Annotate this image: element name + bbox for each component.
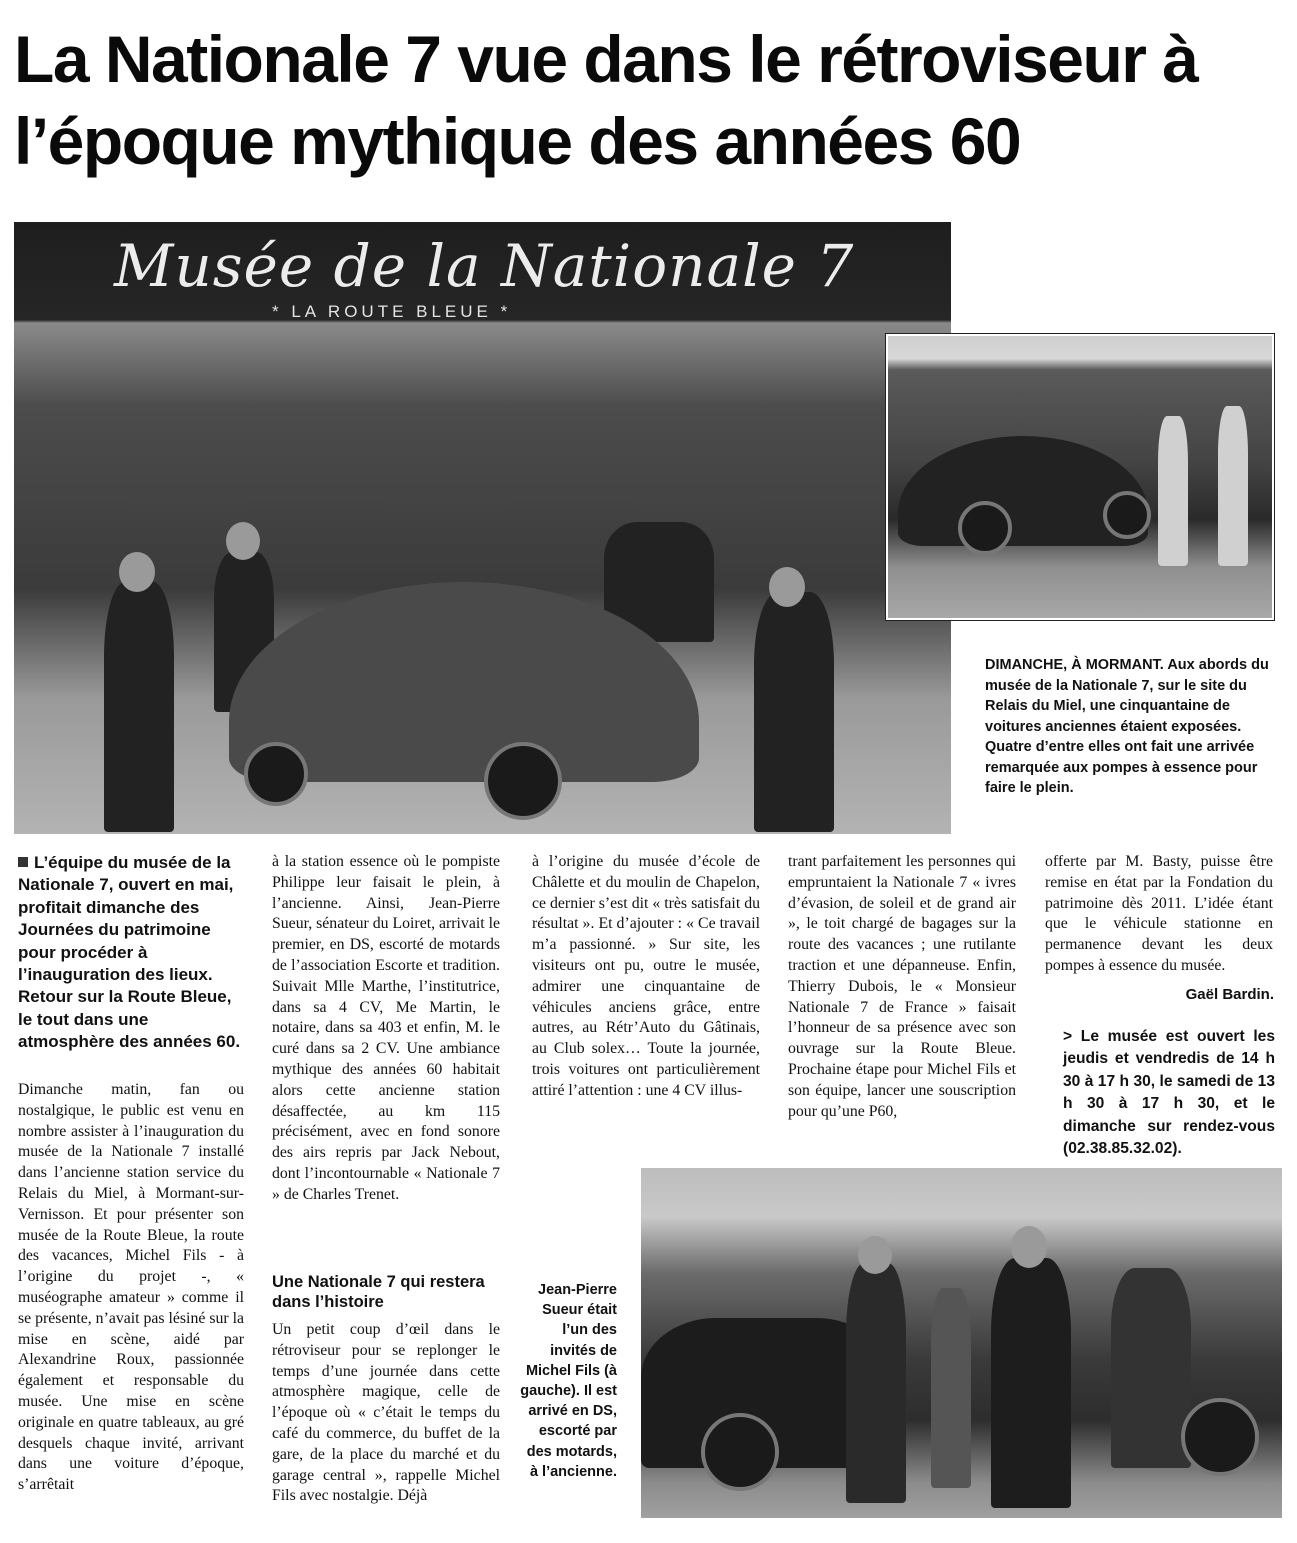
car-wheel [244, 742, 308, 806]
article-lede [18, 852, 248, 1054]
caption-text: Aux abords du musée de la Nationale 7, sur le site du Relais du Miel, une cinquantaine de voitures anciennes étaient exposées. Quatre d’entre elles ont fait une arrivée remarquée aux pompes à essence pour faire le plein. [985, 657, 1269, 796]
caption-lead: DIMANCHE, À MORMANT. [985, 657, 1164, 673]
lede-text: L’équipe du musée de la Nationale 7, ouvert en mai, profitait dimanche des Journées du patrimoine pour procéder à l’inauguration des lieux. Retour sur la Route Bleue, le tout dans une atmosphère des années 60. [18, 853, 241, 1052]
body-column-2: à la station essence où le pompiste Philippe leur faisait le plein, à l’ancienne. Ainsi, Jean-Pierre Sueur, sénateur du Loiret, arrivait le premier, en DS, escorté de motards de l’association Escorte et tradition. Suivait Mlle Marthe, l’institutrice, dans sa 4 CV, Me Martin, le notaire, dans sa 403 et enfin, M. le curé dans sa 2 CV. Une ambiance mythique des années 60 habitait alors cette ancienne station désaffectée, au km 115 précisément, avec en fond sonore des airs repris par Jack Nebout, dont l’incontournable « Nationale 7 » de Charles Trenet. [272, 853, 500, 1203]
museum-sign: Musée de la Nationale 7 [114, 232, 855, 300]
body-column-1: Dimanche matin, fan ou nostalgique, le public est venu en nombre assister à l’inauguration du musée de la Nationale 7 installé dans l’ancienne station service du Relais du Miel, à Mormant-sur-Vernisson. Et pour présenter son musée de la Route Bleue, la route des vacances, Michel Fils - à l’origine du projet -, « muséographe amateur » comme il se présente, n’avait pas lésiné sur la mise en scène, aidé par Alexandrine Roux, passionnée également et responsable du musée. Une mise en scène originale en quatre tableaux, au gré desquels chaque invité, arrivant dans une voiture d’époque, s’arrêtait [18, 1081, 244, 1494]
motorcycle-rider [1111, 1268, 1191, 1468]
body-column-4: trant parfaitement les personnes qui empruntaient la Nationale 7 « ivres d’évasion, de soleil et de grand air », le toit chargé de bagages sur la route des vacances ; une rutilante traction et une dépanneuse. Enfin, Thierry Dubois, le « Monsieur Nationale 7 de France » faisait l’honneur de sa présence avec son ouvrage sur la Route Bleue. Prochaine étape pour Michel Fils et son équipe, lancer une souscription pour qu’une P60, [788, 853, 1016, 1120]
photo-guests-with-ds-and-motorcycles [641, 1168, 1282, 1518]
figure-head [858, 1236, 892, 1274]
figure-michel-fils [846, 1263, 906, 1503]
car-wheel [958, 501, 1012, 555]
figure-jean-pierre-sueur [991, 1258, 1071, 1508]
main-photo-museum-facade [14, 222, 951, 834]
caption-right-photo [985, 655, 1275, 799]
opening-hours-info: > Le musée est ouvert les jeudis et vendredis de 14 h 30 à 17 h 30, le samedi de 13 h 30 à 17 h 30, et le dimanche sur rendez-vous (02.38.85.32.02). [1063, 1028, 1275, 1158]
fuel-pump [1218, 406, 1248, 566]
museum-sign-subtitle: * LA ROUTE BLEUE * [272, 302, 512, 321]
body-column-5: offerte par M. Basty, puisse être remise en état par la Fondation du patrimoine dès 2011. L’idée étant que le véhicule stationne en permanence devant les deux pompes à essence du musée. [1045, 853, 1273, 974]
caption-bottom-photo: Jean-Pierre Sueur était l’un des invités de Michel Fils (à gauche). Il est arrivé en DS, escorté par des motards, à l’ancienne. [520, 1282, 617, 1480]
car-wheel [484, 742, 562, 820]
photo-vintage-car-at-pumps [886, 334, 1274, 620]
body-column-3: à l’origine du musée d’école de Châlette et du moulin de Chapelon, ce dernier s’est dit « très satisfait du résultat ». Et d’ajouter : « Ce travail m’a passionné. » Sur site, les visiteurs ont pu, outre le musée, admirer une cinquantaine de véhicules anciens grâce, entre autres, au Rétr’Auto du Gâtinais, au Club solex… Toute la journée, trois voitures ont particulièrement attiré l’attention : une 4 CV illus- [532, 853, 760, 1099]
figure-head [1011, 1226, 1047, 1268]
body-column-2b: Un petit coup d’œil dans le rétroviseur pour se replonger le temps d’une journée dans cette atmosphère magique, celle de l’époque où « c’était le temps du café du commerce, du buffet de la gare, de la place du marché et du garage central », rappelle Michel Fils avec nostalgie. Déjà [272, 1321, 500, 1505]
figure-head [119, 552, 155, 592]
car-wheel [1103, 491, 1151, 539]
article-subhead: Une Nationale 7 qui restera dans l’histoire [272, 1273, 485, 1311]
motorcycle-wheel [1181, 1398, 1259, 1476]
figure [104, 582, 174, 832]
square-bullet-icon [18, 857, 28, 867]
author-signature: Gaël Bardin. [1185, 986, 1274, 1003]
car-wheel [701, 1413, 779, 1491]
figure-head [769, 567, 805, 607]
fuel-pump [1158, 416, 1188, 566]
figure-head [226, 522, 260, 560]
article-title: La Nationale 7 vue dans le rétroviseur à l’époque mythique des années 60 [14, 22, 1198, 178]
figure [931, 1288, 971, 1488]
figure [754, 592, 834, 832]
